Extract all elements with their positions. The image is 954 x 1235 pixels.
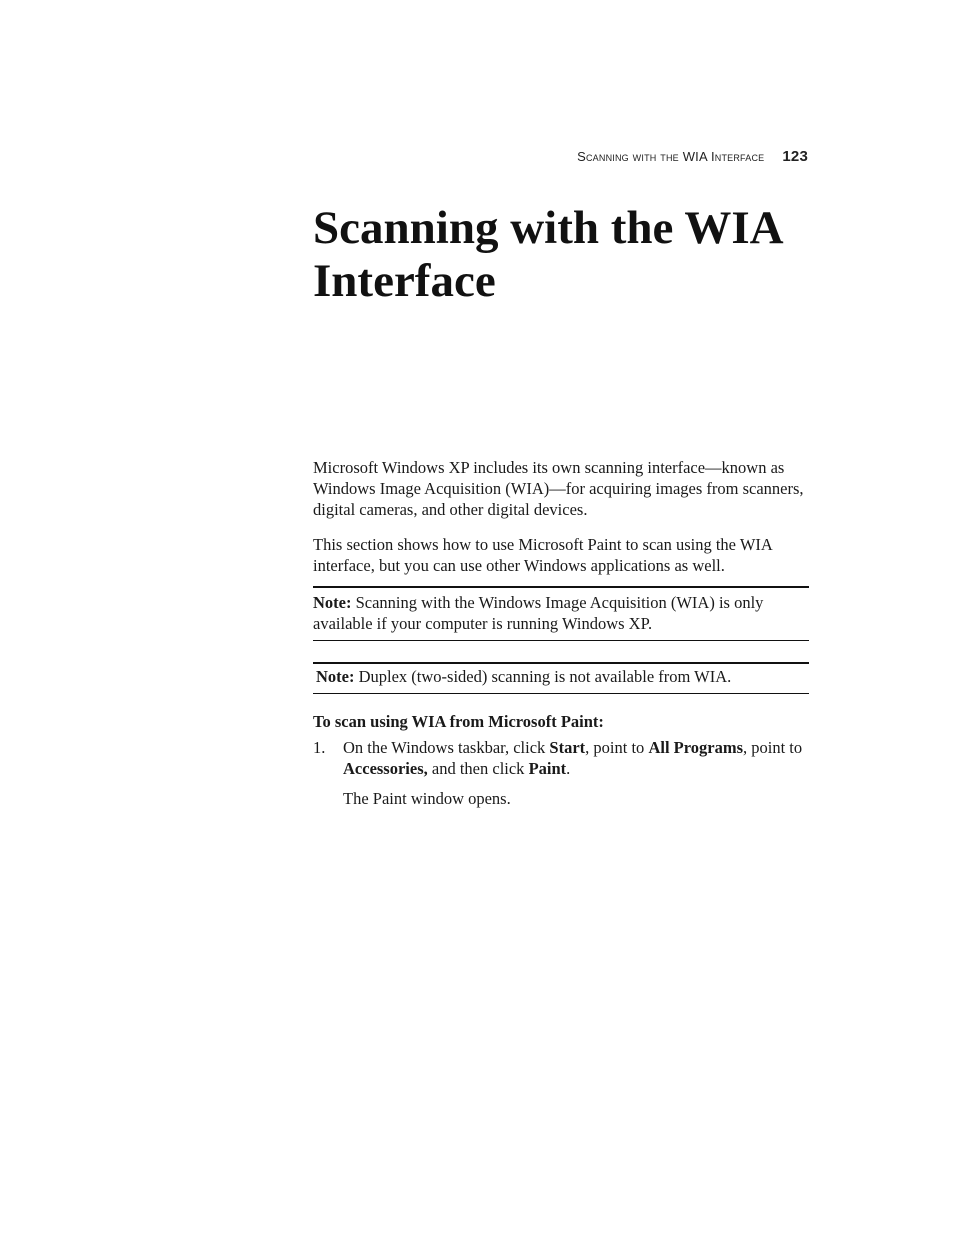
page-title-line-2: Interface [313, 255, 496, 307]
step-text-segment: On the Windows taskbar, click [343, 738, 550, 757]
step-1-result: The Paint window opens. [343, 789, 511, 808]
step-text-segment: , point to [585, 738, 649, 757]
note-box-duplex [313, 662, 809, 694]
step-number: 1. [313, 738, 326, 757]
page-number: 123 [782, 148, 808, 165]
page-title-line-1: Scanning with the WIA [313, 202, 784, 254]
step-text-segment: . [566, 759, 571, 778]
procedure-heading: To scan using WIA from Microsoft Paint: [313, 712, 604, 731]
intro-paragraph-1: Microsoft Windows XP includes its own scanning interface—known as Windows Image Acquisition (WIA)—for acquiring images from scanners, digital cameras, and other digital devices. [313, 458, 804, 519]
note-label: Note: [313, 593, 352, 612]
ui-term-start: Start [549, 738, 586, 757]
step-text [343, 737, 813, 779]
running-header-section: Scanning with the WIA Interface [577, 149, 765, 164]
running-header [577, 148, 808, 165]
note-label: Note: [316, 667, 355, 686]
page-title [313, 202, 833, 308]
note-text: Scanning with the Windows Image Acquisition (WIA) is only available if your computer is running Windows XP. [313, 593, 764, 633]
note-box-wia-availability [313, 586, 809, 641]
ui-term-all-programs: All Programs [648, 738, 743, 757]
procedure-step-1 [313, 737, 813, 779]
ui-term-accessories: Accessories, [343, 759, 428, 778]
step-text-segment: , point to [743, 738, 803, 757]
step-text-segment: and then click [427, 759, 529, 778]
note-text: Duplex (two-sided) scanning is not available from WIA. [354, 667, 732, 686]
intro-paragraph-2: This section shows how to use Microsoft Paint to scan using the WIA interface, but you can use other Windows applications as well. [313, 535, 772, 575]
ui-term-paint: Paint [528, 759, 567, 778]
